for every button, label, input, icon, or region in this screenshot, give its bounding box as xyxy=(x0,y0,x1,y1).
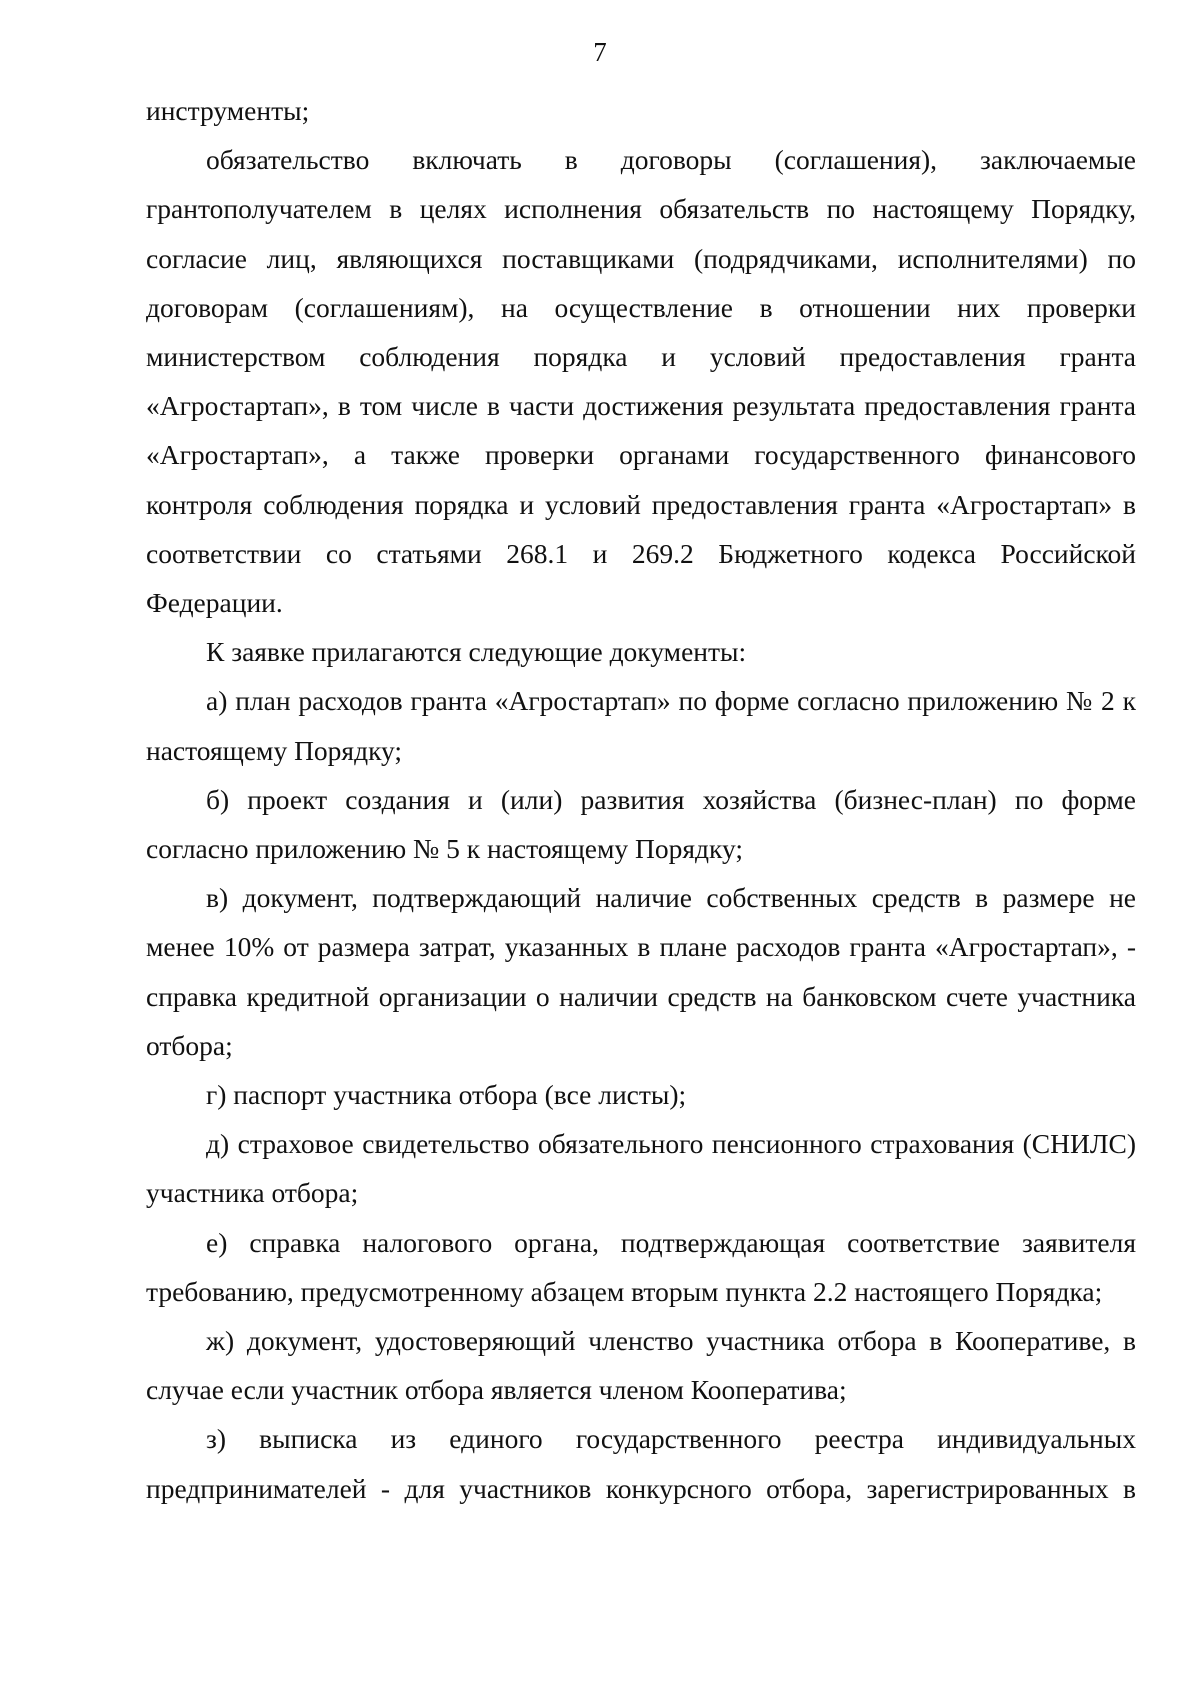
list-item-e: е) справка налогового органа, подтверждающая соответствие заявителя требованию, предусмотренному абзацем вторым пункта 2.2 настоящего Порядка; xyxy=(146,1226,1136,1307)
list-item-g: г) паспорт участника отбора (все листы); xyxy=(206,1079,687,1111)
list-item-v: в) документ, подтверждающий наличие собственных средств в размере не менее 10% от размера затрат, указанных в плане расходов гранта «Агростартап», - справка кредитной организации о наличии средств на банковском счете участника отбора; xyxy=(146,882,1136,1061)
list-item-zh: ж) документ, удостоверяющий членство участника отбора в Кооперативе, в случае если участник отбора является членом Кооператива; xyxy=(146,1325,1136,1406)
paragraph-obligation: обязательство включать в договоры (соглашения), заключаемые грантополучателем в целях исполнения обязательств по настоящему Порядку, согласие лиц, являющихся поставщиками (подрядчиками, исполнителями) по договорам (соглашениям), на осуществление в отношении них проверки министерством соблюдения порядка и условий предоставления гранта «Агростартап», в том числе в части достижения результата предоставления гранта «Агростартап», а также проверки органами государственного финансового контроля соблюдения порядка и условий предоставления гранта «Агростартап» в соответствии со статьями 268.1 и 269.2 Бюджетного кодекса Российской Федерации. xyxy=(146,144,1136,619)
list-item-d: д) страховое свидетельство обязательного пенсионного страхования (СНИЛС) участника отбора; xyxy=(146,1128,1136,1209)
document-body xyxy=(146,86,1136,1513)
list-item-z: з) выписка из единого государственного реестра индивидуальных предпринимателей - для участников конкурсного отбора, зарегистрированных в xyxy=(146,1423,1136,1504)
paragraph-continuation: инструменты; xyxy=(146,95,310,126)
list-item-b: б) проект создания и (или) развития хозяйства (бизнес-план) по форме согласно приложению № 5 к настоящему Порядку; xyxy=(146,783,1136,865)
paragraph-documents-intro: К заявке прилагаются следующие документы: xyxy=(206,636,747,668)
list-item-a: а) план расходов гранта «Агростартап» по форме согласно приложению № 2 к настоящему Порядку; xyxy=(146,685,1136,766)
page-number: 7 xyxy=(593,37,607,67)
